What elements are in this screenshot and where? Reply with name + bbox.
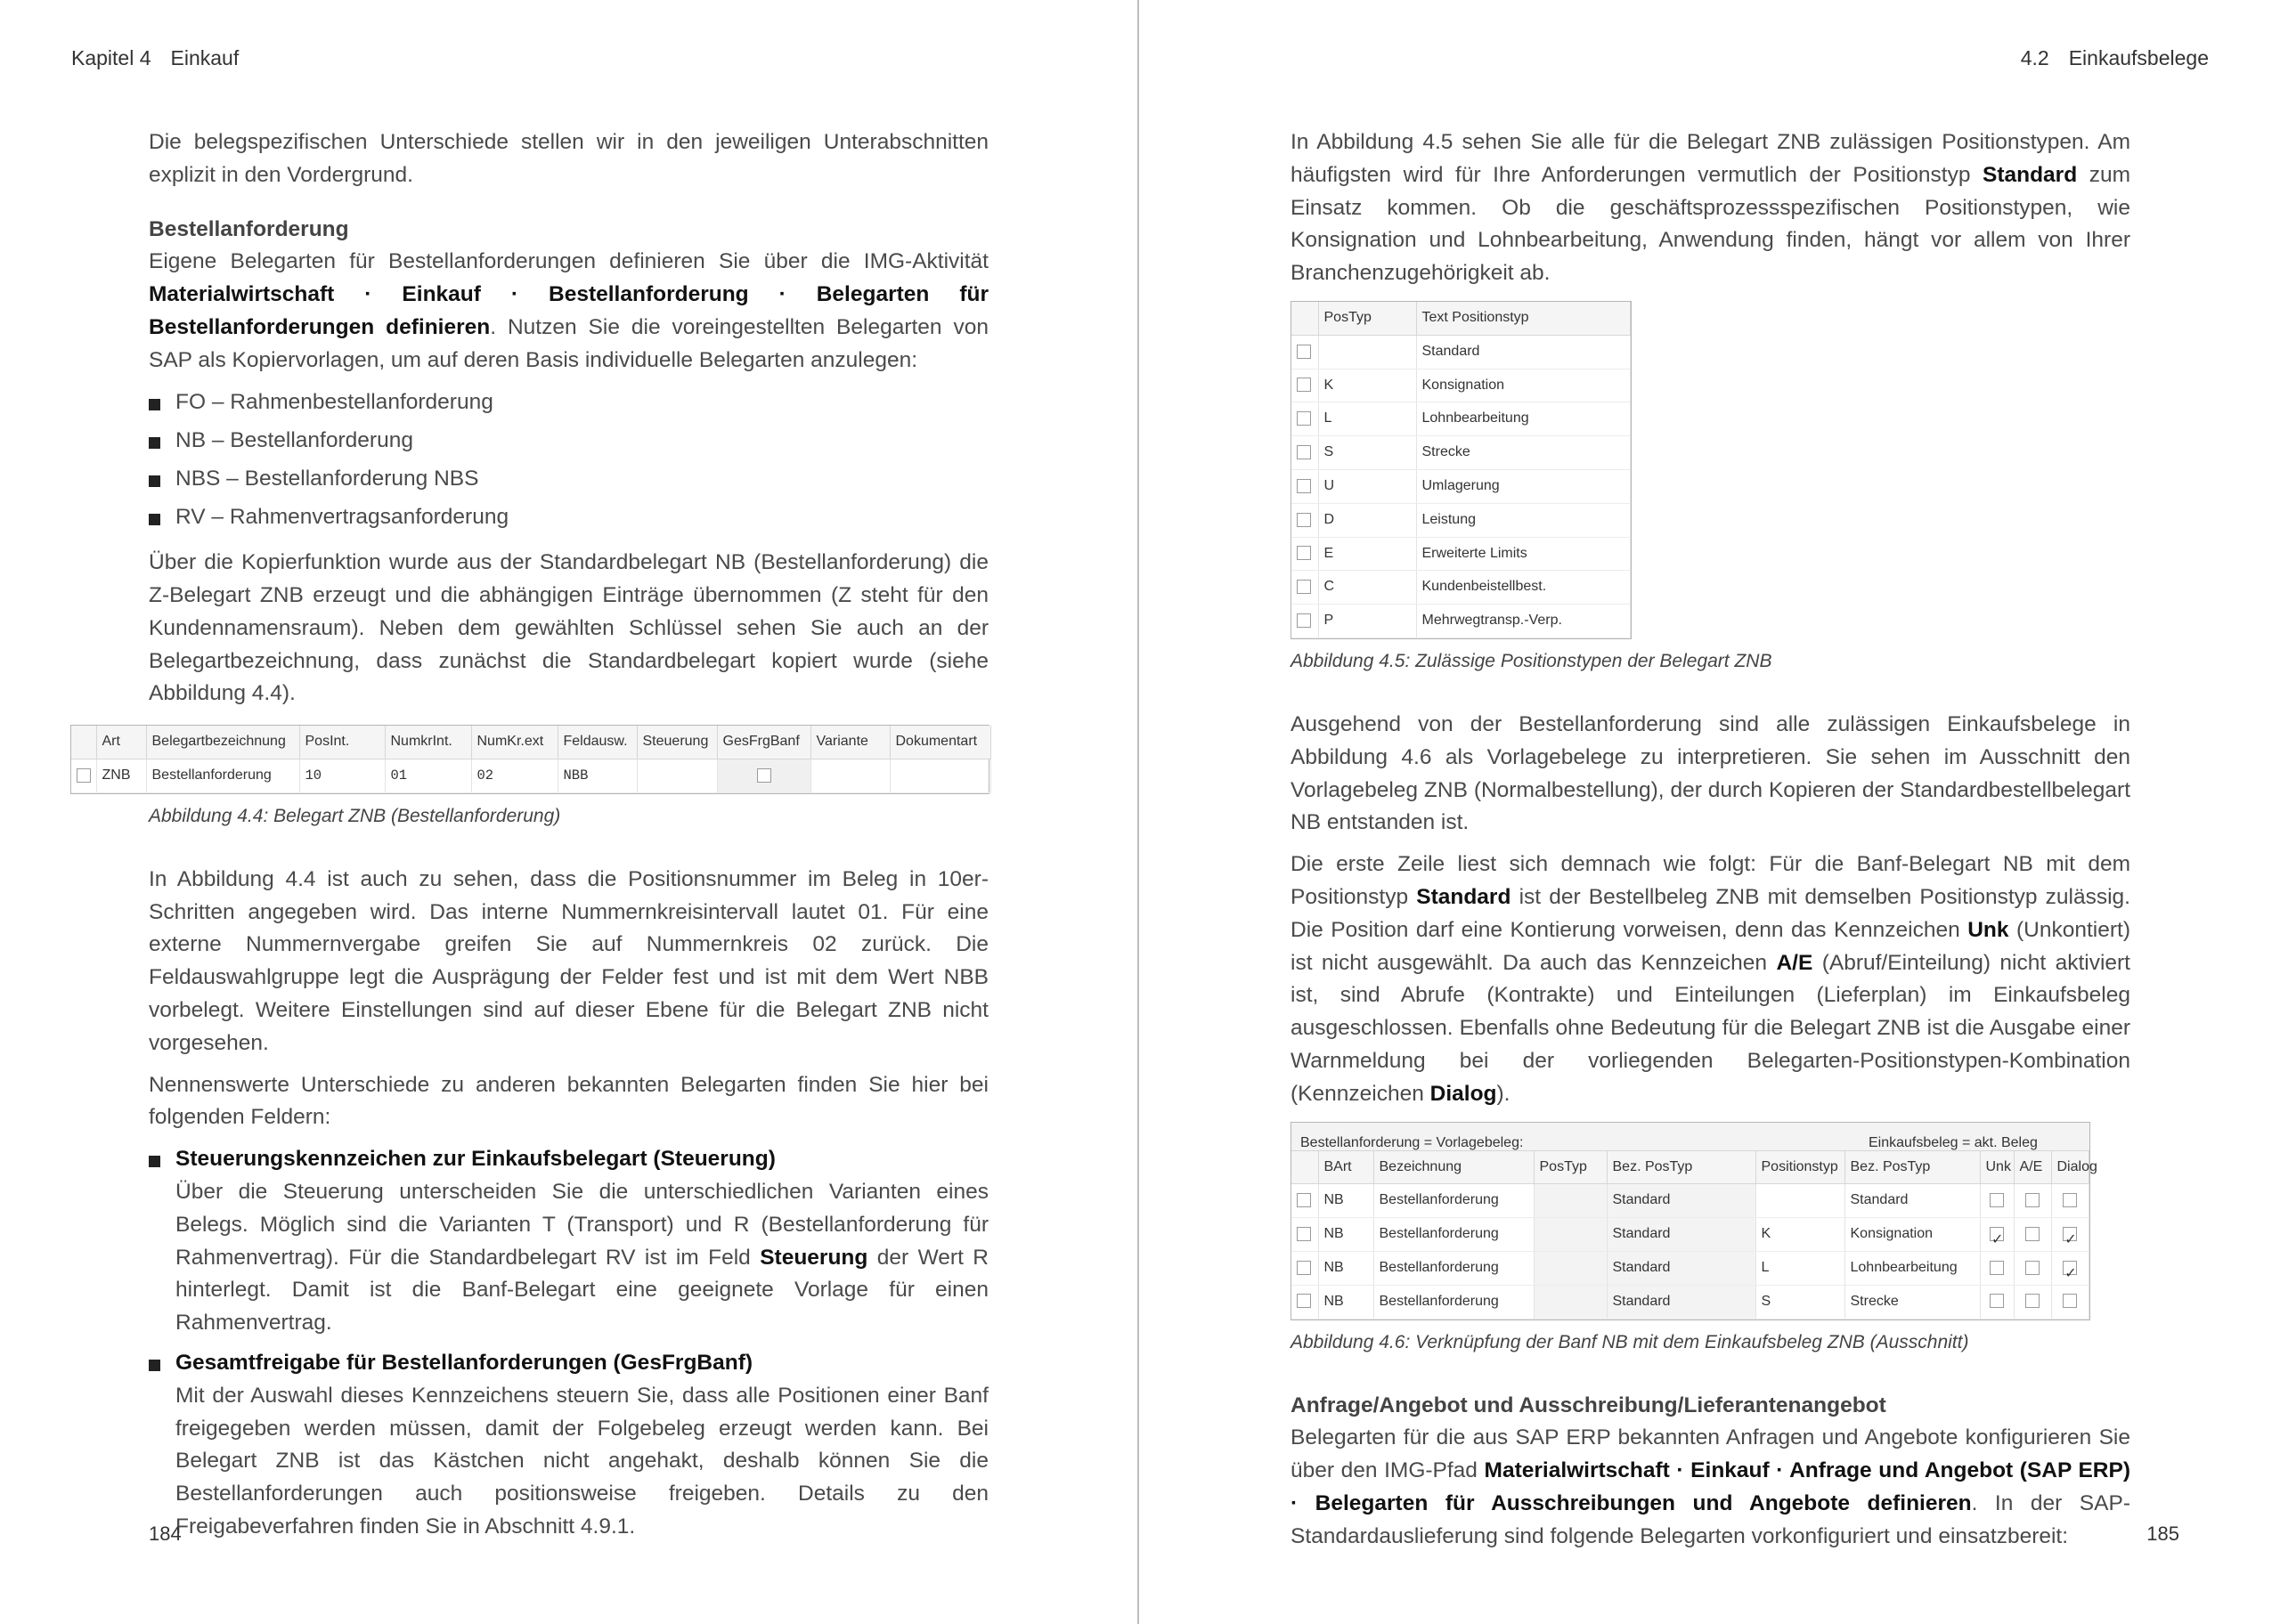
table-row [1291, 537, 1631, 571]
cell-positionstyp [1755, 1184, 1844, 1218]
cell-feldausw: NBB [558, 759, 637, 793]
row-select-checkbox[interactable] [1297, 445, 1311, 459]
belegarten-list [149, 386, 989, 535]
cell-text-positionstyp: Kundenbeistellbest. [1416, 571, 1631, 605]
figure-caption: Abbildung 4.5: Zulässige Positionstypen der Belegart ZNB [1291, 650, 1772, 671]
running-header-left [71, 46, 239, 70]
column-header: PosInt. [299, 726, 385, 759]
row-select-checkbox[interactable] [1297, 1294, 1311, 1308]
ae-checkbox[interactable] [2025, 1261, 2040, 1275]
column-header: GesFrgBanf [717, 726, 810, 759]
cell-posint: 10 [299, 759, 385, 793]
page-number: 185 [2146, 1522, 2179, 1545]
paragraph: Die belegspezifischen Unterschiede stellen wir in den jeweiligen Unterabschnitten explizit in den Vordergrund. [149, 130, 989, 187]
cell-text-positionstyp: Konsignation [1416, 369, 1631, 402]
cell-bez-postyp-2: Konsignation [1844, 1218, 1980, 1252]
cell-bart: NB [1318, 1285, 1373, 1319]
list-item-title: Steuerungskennzeichen zur Einkaufsbelegart (Steuerung) [175, 1147, 776, 1172]
unk-checkbox[interactable] [1990, 1294, 2004, 1308]
cell-postyp: U [1318, 469, 1416, 503]
group-header [1291, 1123, 2089, 1151]
figure-4-6-table [1291, 1122, 2097, 1320]
row-select-checkbox[interactable] [1297, 345, 1311, 359]
cell-postyp [1534, 1218, 1607, 1252]
cell-variante [810, 759, 890, 793]
column-header: Steuerung [637, 726, 717, 759]
cell-text-positionstyp: Strecke [1416, 436, 1631, 470]
unk-checkbox[interactable] [1990, 1261, 2004, 1275]
cell-bez-postyp: Standard [1607, 1218, 1755, 1252]
paragraph: In Abbildung 4.4 ist auch zu sehen, dass die Positionsnummer im Beleg in 10er-Schritten angegeben wird. Das interne Nummernkreisintervall lautet 01. Für eine externe Nummernvergabe greifen Sie auf Nummernkreis 02 zurück. Die Feldauswahlgruppe legt die Ausprägung der Felder fest und ist mit dem Wert NBB vorbelegt. Weitere Einstellungen sind auf dieser Ebene für die Belegart ZNB nicht vorgesehen. [149, 866, 989, 1055]
table-row [1291, 1184, 2089, 1218]
left-page [0, 0, 1137, 1624]
cell-text-positionstyp: Erweiterte Limits [1416, 537, 1631, 571]
table-header [1291, 302, 1631, 335]
cell-postyp: C [1318, 571, 1416, 605]
row-select-checkbox[interactable] [77, 768, 91, 783]
table-row [1291, 369, 1631, 402]
cell-bezeichnung: Bestellanforderung [1373, 1184, 1534, 1218]
cell-positionstyp: K [1755, 1218, 1844, 1252]
list-item: NB – Bestellanforderung [149, 425, 989, 458]
column-header: Feldausw. [558, 726, 637, 759]
column-header: PosTyp [1534, 1151, 1607, 1184]
ae-checkbox[interactable] [2025, 1193, 2040, 1207]
cell-text-positionstyp: Lohnbearbeitung [1416, 402, 1631, 436]
cell-bez-postyp: Standard [1607, 1285, 1755, 1319]
cell-postyp: D [1318, 503, 1416, 537]
table-row [1291, 1251, 2089, 1285]
cell-steuerung [637, 759, 717, 793]
cell-bart: NB [1318, 1251, 1373, 1285]
dialog-checkbox[interactable] [2063, 1294, 2077, 1308]
cell-postyp: P [1318, 605, 1416, 638]
row-select-checkbox[interactable] [1297, 546, 1311, 560]
cell-numkrint: 01 [385, 759, 471, 793]
table-row [1291, 1218, 2089, 1252]
column-header: A/E [2014, 1151, 2051, 1184]
list-item: NBS – Bestellanforderung NBS [149, 463, 989, 496]
cell-gesfrgbanf [717, 759, 810, 793]
cell-bezeichnung: Bestellanforderung [1373, 1251, 1534, 1285]
cell-bart: NB [1318, 1184, 1373, 1218]
table-row [1291, 1285, 2089, 1319]
dialog-checkbox[interactable] [2063, 1261, 2077, 1275]
img-path: Materialwirtschaft · Einkauf · Bestellanforderung · Belegarten für Bestellanforderungen definieren [149, 282, 989, 339]
table-row [1291, 605, 1631, 638]
cell-text-positionstyp: Mehrwegtransp.-Verp. [1416, 605, 1631, 638]
right-body [1291, 126, 2130, 1562]
table-row [1291, 436, 1631, 470]
cell-numkrext: 02 [471, 759, 558, 793]
row-select-checkbox[interactable] [1297, 1227, 1311, 1241]
row-select-checkbox[interactable] [1297, 479, 1311, 493]
table-row [1291, 503, 1631, 537]
cell-bezeichnung: Bestellanforderung [1373, 1285, 1534, 1319]
group-label-right: Einkaufsbeleg = akt. Beleg [1869, 1134, 2038, 1150]
img-path: Materialwirtschaft · Einkauf · Anfrage und Angebot (SAP ERP) · Belegarten für Ausschreibungen und Angebote definieren [1291, 1458, 2131, 1515]
column-header: Bez. PosTyp [1607, 1151, 1755, 1184]
page-number: 184 [149, 1522, 182, 1545]
cell-dokumentart [890, 759, 990, 793]
cell-art: ZNB [96, 759, 146, 793]
column-header: NumKr.ext [471, 726, 558, 759]
chapter-label: Kapitel 4 [71, 46, 151, 69]
field-description-list [149, 1143, 989, 1544]
ae-checkbox[interactable] [2025, 1294, 2040, 1308]
cell-postyp: K [1318, 369, 1416, 402]
row-select-checkbox[interactable] [1297, 411, 1311, 426]
cell-text-positionstyp: Standard [1416, 335, 1631, 369]
table-row [1291, 571, 1631, 605]
cell-bez-postyp: Standard [1607, 1184, 1755, 1218]
column-header: Positionstyp [1755, 1151, 1844, 1184]
unk-checkbox[interactable] [1990, 1193, 2004, 1207]
row-select-checkbox[interactable] [1297, 513, 1311, 527]
column-header: Art [96, 726, 146, 759]
cell-bez-postyp-2: Lohnbearbeitung [1844, 1251, 1980, 1285]
group-label-left: Bestellanforderung = Vorlagebeleg: [1300, 1134, 1524, 1150]
table-row [1291, 402, 1631, 436]
cell-positionstyp: L [1755, 1251, 1844, 1285]
list-item: FO – Rahmenbestellanforderung [149, 386, 989, 419]
cell-bez-postyp-2: Standard [1844, 1184, 1980, 1218]
table-row [71, 759, 990, 793]
cell-text-positionstyp: Leistung [1416, 503, 1631, 537]
cell-text-positionstyp: Umlagerung [1416, 469, 1631, 503]
section-number: 4.2 [2020, 46, 2049, 69]
figure-4-4-table [70, 725, 989, 794]
chapter-title: Einkauf [170, 46, 240, 69]
dialog-checkbox[interactable] [2063, 1193, 2077, 1207]
section-title: Einkaufsbelege [2068, 46, 2209, 69]
running-header-right [2021, 46, 2209, 70]
cell-postyp [1534, 1285, 1607, 1319]
cell-bez-postyp-2: Strecke [1844, 1285, 1980, 1319]
list-item: Gesamtfreigabe für Bestellanforderungen (GesFrgBanf) Mit der Auswahl dieses Kennzeichens steuern Sie, dass alle Positionen einer Banf freigegeben werden müssen, damit der Folgebeleg erzeugt werden kann. Bei Belegart ZNB ist das Kästchen nicht angehakt, deshalb können Sie die Bestellanforderungen auch positionsweise freigeben. Details zu den Freigabeverfahren finden Sie in Abschnitt 4.9.1. [149, 1347, 989, 1544]
cell-postyp: L [1318, 402, 1416, 436]
column-header: Bezeichnung [1373, 1151, 1534, 1184]
cell-postyp: S [1318, 436, 1416, 470]
list-item: RV – Rahmenvertragsanforderung [149, 501, 989, 534]
dialog-checkbox[interactable] [2063, 1227, 2077, 1241]
cell-postyp [1318, 335, 1416, 369]
cell-postyp [1534, 1251, 1607, 1285]
paragraph: In Abbildung 4.5 sehen Sie alle für die Belegart ZNB zulässigen Positionstypen. Am häufigsten wird für Ihre Anforderungen vermutlich der Positionstyp Standard zum Einsatz kommen. Ob die geschäftsprozessspezifischen Positionstypen, wie Konsignation und Lohnbearbeitung, Anwendung finden, hängt vor allem von Ihrer Branchenzugehörigkeit ab. [1291, 130, 2130, 286]
section-heading: Anfrage/Angebot und Ausschreibung/Lieferantenangebot [1291, 1393, 1886, 1417]
figure-4-5-table [1291, 301, 1632, 639]
cell-positionstyp: S [1755, 1285, 1844, 1319]
row-select-checkbox[interactable] [1297, 1193, 1311, 1207]
cell-postyp: E [1318, 537, 1416, 571]
paragraph: Ausgehend von der Bestellanforderung sind alle zulässigen Einkaufsbelege in Abbildung 4.6 als Vorlagebelege zu interpretieren. Sie sehen im Ausschnitt den Vorlagebeleg ZNB (Normalbestellung), der durch Kopieren der Standardbestellbelegart NB entstanden ist. [1291, 711, 2130, 835]
table-row [1291, 335, 1631, 369]
column-header: Variante [810, 726, 890, 759]
cell-bezeichnung: Bestellanforderung [1373, 1218, 1534, 1252]
figure-caption: Abbildung 4.4: Belegart ZNB (Bestellanforderung) [149, 805, 561, 826]
paragraph: Über die Kopierfunktion wurde aus der Standardbelegart NB (Bestellanforderung) die Z-Belegart ZNB erzeugt und die abhängigen Einträge übernommen (Z steht für den Kundennamensraum). Neben dem gewählten Schlüssel sehen Sie auch an der Belegartbezeichnung, dass zunächst die Standardbelegart kopiert wurde (siehe Abbildung 4.4). [149, 550, 989, 706]
paragraph: Belegarten für die aus SAP ERP bekannten Anfragen und Angebote konfigurieren Sie über den IMG-Pfad Materialwirtschaft · Einkauf · Anfrage und Angebot (SAP ERP) · Belegarten für Ausschreibungen und Angebote definieren. In der SAP-Standardauslieferung sind folgende Belegarten vorkonfiguriert und einsatzbereit: [1291, 1425, 2131, 1548]
paragraph: Eigene Belegarten für Bestellanforderungen definieren Sie über die IMG-Aktivität Materialwirtschaft · Einkauf · Bestellanforderung · Belegarten für Bestellanforderungen definieren. Nutzen Sie die voreingestellten Belegarten von SAP als Kopiervorlagen, um auf deren Basis individuelle Belegarten anzulegen: [149, 249, 989, 372]
cell-postyp [1534, 1184, 1607, 1218]
column-header: Belegartbezeichnung [146, 726, 299, 759]
column-header: Unk [1980, 1151, 2014, 1184]
row-select-checkbox[interactable] [1297, 1261, 1311, 1275]
table-header [71, 726, 990, 759]
cell-bez-postyp: Standard [1607, 1251, 1755, 1285]
column-header: PosTyp [1318, 302, 1416, 335]
ae-checkbox[interactable] [2025, 1227, 2040, 1241]
cell-bart: NB [1318, 1218, 1373, 1252]
row-select-checkbox[interactable] [1297, 378, 1311, 392]
row-select-checkbox[interactable] [1297, 580, 1311, 594]
table-row [1291, 469, 1631, 503]
row-select-checkbox[interactable] [1297, 613, 1311, 628]
paragraph: Die erste Zeile liest sich demnach wie folgt: Für die Banf-Belegart NB mit dem Positionstyp Standard ist der Bestellbeleg ZNB mit demselben Positionstyp zulässig. Die Position darf eine Kontierung vorweisen, denn das Kennzeichen Unk (Unkontiert) ist nicht ausgewählt. Da auch das Kennzeichen A/E (Abruf/Einteilung) nicht aktiviert ist, sind Abrufe (Kontrakte) und Einteilungen (Lieferplan) im Einkaufsbeleg ausgeschlossen. Ebenfalls ohne Bedeutung für die Belegart ZNB ist die Ausgabe einer Warnmeldung bei der vorliegenden Belegarten-Positionstypen-Kombination (Kennzeichen Dialog). [1291, 852, 2130, 1106]
unk-checkbox[interactable] [1990, 1227, 2004, 1241]
column-header: BArt [1318, 1151, 1373, 1184]
paragraph: Nennenswerte Unterschiede zu anderen bekannten Belegarten finden Sie hier bei folgenden Feldern: [149, 1072, 989, 1130]
section-heading: Bestellanforderung [149, 216, 349, 241]
list-item-title: Gesamtfreigabe für Bestellanforderungen (GesFrgBanf) [175, 1351, 753, 1375]
column-header: NumkrInt. [385, 726, 471, 759]
column-header: Dokumentart [890, 726, 990, 759]
column-header: Dialog [2051, 1151, 2089, 1184]
figure-caption: Abbildung 4.6: Verknüpfung der Banf NB mit dem Einkaufsbeleg ZNB (Ausschnitt) [1291, 1331, 1969, 1352]
column-header: Text Positionstyp [1416, 302, 1631, 335]
list-item: Steuerungskennzeichen zur Einkaufsbelegart (Steuerung) Über die Steuerung unterscheiden Sie die unterschiedlichen Varianten eines Belegs. Möglich sind die Varianten T (Transport) und R (Bestellanforderung für Rahmenvertrag). Für die Standardbelegart RV ist im Feld Steuerung der Wert R hinterlegt. Damit ist die Banf-Belegart eine geeignete Vorlage für einen Rahmenvertrag. [149, 1143, 989, 1340]
left-body [102, 126, 989, 1551]
right-page [1139, 0, 2280, 1624]
gesfrgbanf-checkbox[interactable] [757, 768, 771, 783]
column-header: Bez. PosTyp [1844, 1151, 1980, 1184]
cell-bezeichnung: Bestellanforderung [146, 759, 299, 793]
